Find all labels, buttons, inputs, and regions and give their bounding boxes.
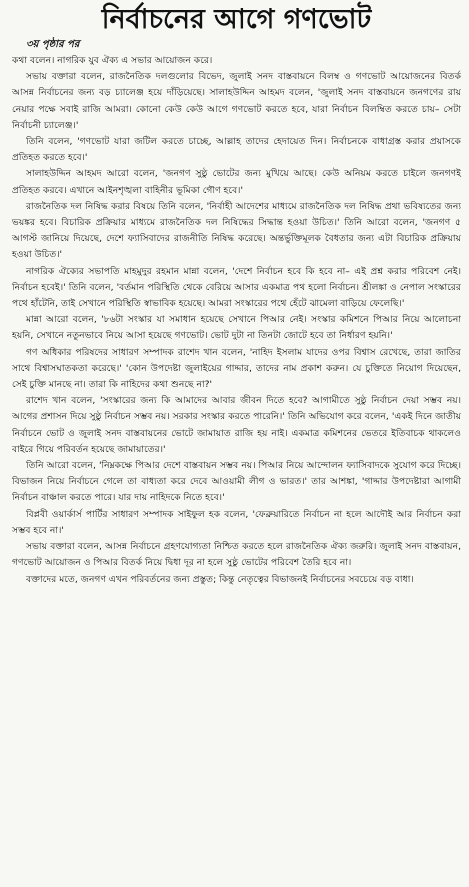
paragraph: সালাহউদ্দিন আহমদ আরো বলেন, 'জনগণ সুষ্ঠু ভোটের জন্য মুখিয়ে আছে। কেউ অনিয়ম করতে চাইলে জনগণই প্রতিহত করবে। এখানে আইনশৃঙ্খলা বাহিনীর ভূমিকা গৌণ হবে।' xyxy=(12,168,461,196)
paragraph: নাগরিক ঐক্যের সভাপতি মাহমুদুর রহমান মান্না বলেন, 'দেশে নির্বাচন হবে কি হবে না– এই প্রশ্ন করার পরিবেশ নেই। নির্বাচন হবেই।' তিনি বলেন, 'বর্তমান পরিস্থিতি থেকে বেরিয়ে আসার একমাত্র পথ হলো নির্বাচন। শ্রীলঙ্কা ও নেপাল সংস্কারের পথে হাঁটেনি, তাই সেখানে পরিস্থিতি স্বাভাবিক হয়েছে। আমরা সংস্কারের পথে হেঁটে ঝামেলা বাড়িয়ে ফেলেছি।' xyxy=(12,265,461,310)
paragraph: সভায় বক্তারা বলেন, আসন্ন নির্বাচনে গ্রহণযোগ্যতা নিশ্চিত করতে হলে রাজনৈতিক ঐক্য জরুরি। জুলাই সনদ বাস্তবায়ন, গণভোট আয়োজন ও পিআর বিতর্ক নিয়ে দ্বিধা দূর না হলে সুষ্ঠু ভোটের পরিবেশ তৈরি হবে না। xyxy=(12,541,461,569)
paragraph: কথা বলেন। নাগরিক যুব ঐক্য এ সভার আয়োজন করে। xyxy=(12,55,213,66)
paragraph: মান্না আরো বলেন, '৮৬টা সংস্কার যা সমাধান হয়েছে সেখানে পিআর নেই। সংস্কার কমিশনে পিআর নিয়ে আলোচনা হয়নি, সেখানে নতুনভাবে নিয়ে আসা হয়েছে গণভোট। ভোট দুটা না তিনটা জোটে হবে তা নির্ধারণ হয়নি।' xyxy=(12,314,461,342)
paragraph: সভায় বক্তারা বলেন, রাজনৈতিক দলগুলোর বিভেদ, জুলাই সনদ বাস্তবায়নে বিলম্ব ও গণভোট আয়োজনের বিতর্ক আসন্ন নির্বাচনের জন্য বড় চ্যালেঞ্জ হয়ে দাঁড়িয়েছে। সালাহউদ্দিন আহমদ বলেন, 'জুলাই সনদ বাস্তবায়নে জনগণের রায় নেয়ার পক্ষে সবাই রাজি আমরা। কোনো কেউ কেউ আগে গণভোট করতে হবে, যারা নির্বাচন বিলম্বিত করতে চায়– সেটা নির্বাচনী চ্যালেঞ্জ।' xyxy=(12,71,461,131)
continued-from-label: ৩য় পৃষ্ঠার পর xyxy=(26,39,80,50)
article-body xyxy=(12,53,461,588)
paragraph: তিনি আরো বলেন, 'নিম্নকক্ষে পিআর দেশে বাস্তবায়ন সম্ভব নয়। পিআর নিয়ে আন্দোলন ফ্যাসিবাদকে সুযোগ করে দিচ্ছে। বিভাজন নিয়ে নির্বাচনে গেলে তা বাধ্যতা করে দেবে আওয়ামী লীগ ও ভারত।' তার আশঙ্কা, 'গাদ্দার উপদেষ্টারা আগামী নির্বাচন বাঞ্চাল করতে পারে। যার দায় নাহিদকে নিতে হবে।' xyxy=(12,460,461,504)
paragraph: বক্তাদের মতে, জনগণ এখন পরিবর্তনের জন্য প্রস্তুত; কিন্তু নেতৃত্বের বিভাজনই নির্বাচনের সবচেয়ে বড় বাধা। xyxy=(26,573,414,585)
paragraph: রাশেদ খান বলেন, 'সংস্কারের জন্য কি আমাদের আবার জীবন দিতে হবে? আগামীতে সুষ্ঠু নির্বাচন দেয়া সম্ভব নয়। আগের প্রশাসন দিয়ে সুষ্ঠু নির্বাচন সম্ভব নয়। সরকার সংস্কার করতে পারেনি।' তিনি অভিযোগ করে বলেন, 'একই দিনে জাতীয় নির্বাচনে ভোট ও জুলাই সনদ বাস্তবায়নের ভোটে জামায়াত রাজি হয় নাই। একমাত্র কমিশনের ভেতরে ইতিবাচক থাকলেও বাইরে গিয়ে পরিবর্তন হয়েছে জামায়াতের।' xyxy=(12,395,461,455)
paragraph: রাজনৈতিক দল নিষিদ্ধ করার বিষয়ে তিনি বলেন, 'নির্বাহী আদেশের মাধ্যমে রাজনৈতিক দল নিষিদ্ধ প্রথা ভবিষ্যতের জন্য ভয়ঙ্কর হবে। বিচারিক প্রক্রিয়ার মাধ্যমে রাজনৈতিক দল নিষিদ্ধের সিদ্ধান্ত হওয়া উচিত।' তিনি আরো বলেন, 'জনগণ ৫ আগস্ট জানিয়ে দিয়েছে, দেশে ফ্যাসিবাদের রাজনীতি নিষিদ্ধ করেছে। অন্তর্ভুক্তিমূলক বৈধতার জন্য এটা বিচারিক প্রক্রিয়ায় হওয়া উচিত।' xyxy=(12,200,461,261)
paragraph: তিনি বলেন, 'গণভোট যারা জটিল করতে চাচ্ছে, আল্লাহ তাদের হেদায়েত দিন। নির্বাচনকে বাধাগ্রস্ত করার প্রয়াসকে প্রতিহত করতে হবে।' xyxy=(12,136,461,164)
paragraph: বিপ্লবী ওয়ার্কার্স পার্টির সাধারণ সম্পাদক সাইফুল হক বলেন, 'ফেব্রুয়ারিতে নির্বাচন না হলে আদৌই আর নির্বাচন করা সম্ভব হবে না।' xyxy=(12,508,461,536)
paragraph: গণ অধিকার পরিষদের সাধারণ সম্পাদক রাশেদ খান বলেন, 'নাহিদ ইসলাম যাদের ওপর বিশ্বাস রেখেছে, তারা জাতির সাথে বিশ্বাসঘাতকতা করেছে।' 'কোন উপদেষ্টা জুলাইয়ের গাদ্দার, তাদের নাম প্রকাশ করুন। যে চুক্তিতে নিয়োগ দিয়েছেন, সেই চুক্তি মানছে না। তারা কি নাহিদের কথা শুনছে না?' xyxy=(12,346,461,391)
headline: নির্বাচনের আগে গণভোট xyxy=(101,4,372,35)
